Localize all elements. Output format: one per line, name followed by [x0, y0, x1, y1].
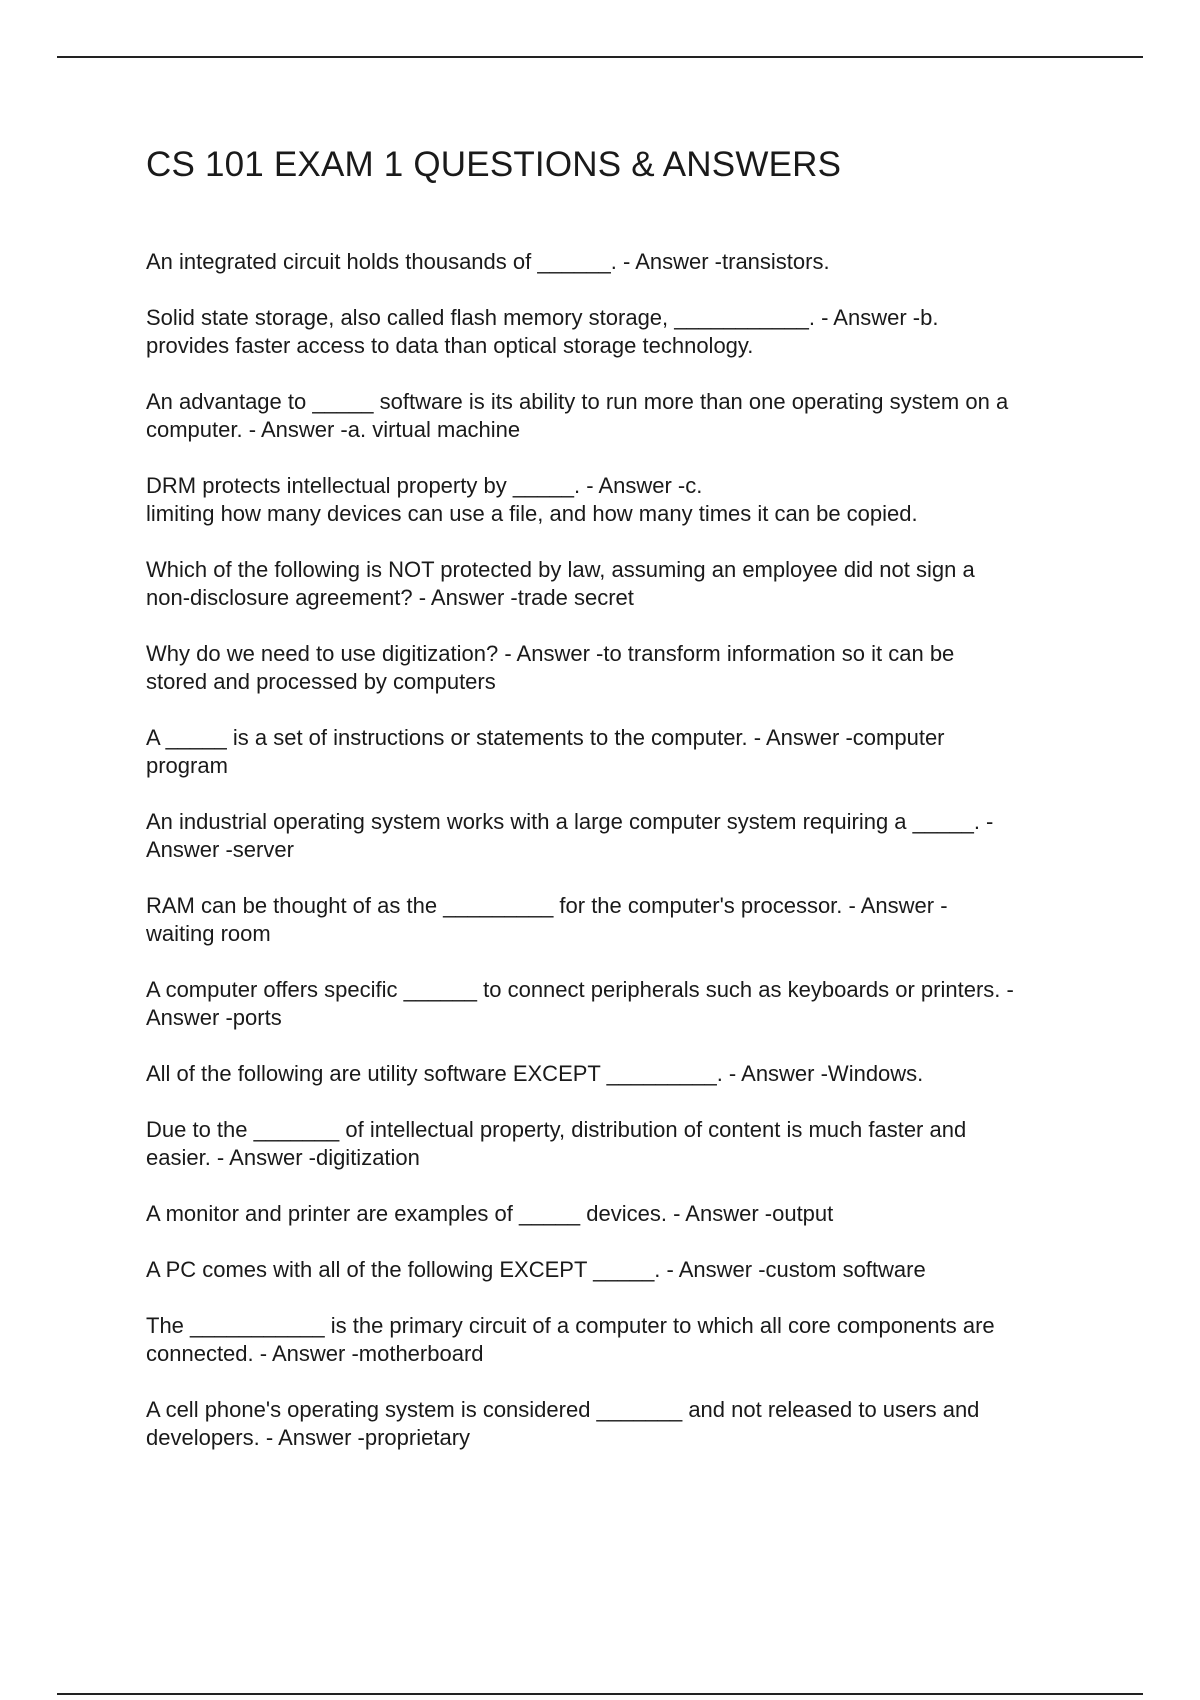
qa-item-5: Which of the following is NOT protected by law, assuming an employee did not sign a non-disclosure agreement? - Answer -trade secret: [146, 557, 975, 610]
qa-item-15: The ___________ is the primary circuit of a computer to which all core components are connected. - Answer -motherboard: [146, 1313, 995, 1366]
qa-item-16: A cell phone's operating system is considered _______ and not released to users and developers. - Answer -proprietary: [146, 1397, 980, 1450]
document-body: [146, 140, 1106, 1480]
qa-item-12: Due to the _______ of intellectual property, distribution of content is much faster and easier. - Answer -digitization: [146, 1117, 967, 1170]
qa-item-8: An industrial operating system works with a large computer system requiring a _____. - Answer -server: [146, 809, 994, 862]
qa-item-2: Solid state storage, also called flash memory storage, ___________. - Answer -b. provides faster access to data than optical storage technology.: [146, 305, 939, 358]
qa-item-9: RAM can be thought of as the _________ for the computer's processor. - Answer - waiting room: [146, 893, 948, 946]
qa-item-14: A PC comes with all of the following EXCEPT _____. - Answer -custom software: [146, 1257, 926, 1282]
qa-item-13: A monitor and printer are examples of _____ devices. - Answer -output: [146, 1201, 834, 1226]
bottom-divider: [57, 1693, 1143, 1695]
qa-item-3: An advantage to _____ software is its ability to run more than one operating system on a computer. - Answer -a. virtual machine: [146, 389, 1009, 442]
qa-item-1: An integrated circuit holds thousands of ______. - Answer -transistors.: [146, 249, 830, 274]
page-title: CS 101 EXAM 1 QUESTIONS & ANSWERS: [146, 145, 842, 184]
qa-item-7: A _____ is a set of instructions or statements to the computer. - Answer -computer program: [146, 725, 945, 778]
qa-item-4: DRM protects intellectual property by _____. - Answer -c. limiting how many devices can use a file, and how many times it can be copied.: [146, 473, 918, 526]
qa-item-11: All of the following are utility software EXCEPT _________. - Answer -Windows.: [146, 1061, 924, 1086]
qa-item-10: A computer offers specific ______ to connect peripherals such as keyboards or printers. - Answer -ports: [146, 977, 1014, 1030]
qa-item-6: Why do we need to use digitization? - Answer -to transform information so it can be stored and processed by computers: [146, 641, 955, 694]
top-divider: [57, 56, 1143, 58]
